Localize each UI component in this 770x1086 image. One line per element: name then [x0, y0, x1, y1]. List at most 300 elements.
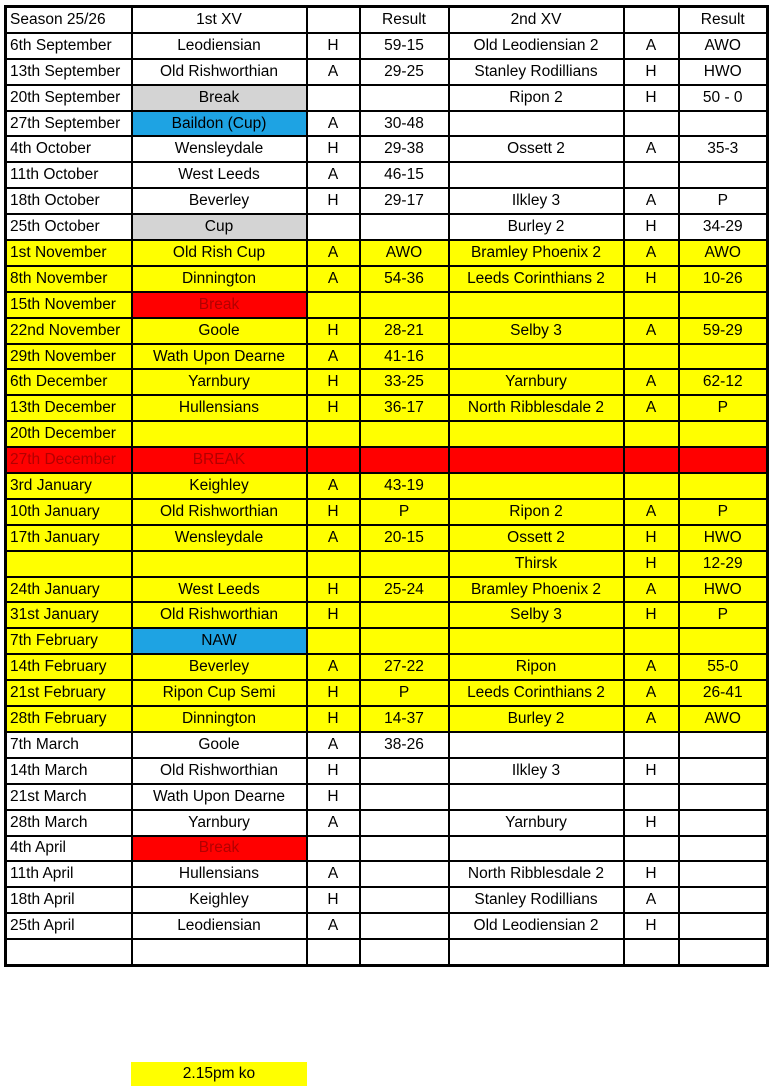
- fixture-first-xv-result: 14-37: [360, 706, 449, 732]
- fixture-row: [6, 861, 768, 887]
- fixture-first-xv-result: 41-16: [360, 344, 449, 370]
- fixture-first-xv-opponent: [132, 421, 307, 447]
- fixture-first-xv-result: [360, 913, 449, 939]
- fixture-second-xv-opponent: [449, 344, 624, 370]
- fixture-second-xv-venue: H: [624, 602, 679, 628]
- fixture-first-xv-opponent: Keighley: [132, 887, 307, 913]
- fixture-second-xv-venue: [624, 836, 679, 862]
- fixture-first-xv-opponent: Ripon Cup Semi: [132, 680, 307, 706]
- fixture-second-xv-opponent: [449, 628, 624, 654]
- fixture-row: [6, 732, 768, 758]
- fixture-second-xv-venue: A: [624, 577, 679, 603]
- fixture-first-xv-result: [360, 939, 449, 965]
- fixture-second-xv-result: [679, 111, 768, 137]
- fixture-row: [6, 33, 768, 59]
- fixture-second-xv-venue: [624, 447, 679, 473]
- fixture-second-xv-result: P: [679, 602, 768, 628]
- fixture-second-xv-result: 12-29: [679, 551, 768, 577]
- fixture-date: 6th September: [6, 33, 132, 59]
- fixture-second-xv-result: [679, 758, 768, 784]
- fixture-date: 21st February: [6, 680, 132, 706]
- fixture-second-xv-venue: [624, 421, 679, 447]
- fixture-date: 10th January: [6, 499, 132, 525]
- fixture-first-xv-opponent: West Leeds: [132, 162, 307, 188]
- fixture-second-xv-result: 50 - 0: [679, 85, 768, 111]
- fixture-first-xv-opponent: Break: [132, 85, 307, 111]
- fixture-row: [6, 162, 768, 188]
- fixture-first-xv-opponent: Dinnington: [132, 706, 307, 732]
- fixture-second-xv-result: 62-12: [679, 369, 768, 395]
- fixture-first-xv-venue: H: [307, 188, 360, 214]
- fixture-first-xv-opponent: Hullensians: [132, 861, 307, 887]
- fixture-first-xv-opponent: Yarnbury: [132, 369, 307, 395]
- fixture-first-xv-opponent: Keighley: [132, 473, 307, 499]
- fixture-second-xv-result: P: [679, 395, 768, 421]
- header-2nd-venue: [624, 7, 679, 33]
- fixture-first-xv-result: 30-48: [360, 111, 449, 137]
- fixture-date: 7th February: [6, 628, 132, 654]
- fixture-second-xv-opponent: Ilkley 3: [449, 758, 624, 784]
- fixture-row: [6, 939, 768, 965]
- fixture-first-xv-opponent: Leodiensian: [132, 33, 307, 59]
- fixture-first-xv-result: P: [360, 499, 449, 525]
- fixture-date: 25th October: [6, 214, 132, 240]
- fixture-first-xv-result: AWO: [360, 240, 449, 266]
- fixture-row: [6, 447, 768, 473]
- fixture-second-xv-opponent: Ripon 2: [449, 85, 624, 111]
- fixture-second-xv-result: [679, 887, 768, 913]
- fixture-second-xv-venue: A: [624, 654, 679, 680]
- fixture-second-xv-opponent: Ossett 2: [449, 525, 624, 551]
- fixture-row: [6, 551, 768, 577]
- fixture-first-xv-result: [360, 447, 449, 473]
- fixture-date: 11th April: [6, 861, 132, 887]
- fixture-second-xv-result: AWO: [679, 706, 768, 732]
- fixture-second-xv-result: [679, 473, 768, 499]
- fixture-second-xv-result: HWO: [679, 577, 768, 603]
- fixture-first-xv-venue: A: [307, 473, 360, 499]
- fixture-second-xv-venue: H: [624, 913, 679, 939]
- fixture-first-xv-venue: [307, 628, 360, 654]
- fixture-first-xv-venue: [307, 85, 360, 111]
- fixture-first-xv-opponent: Old Rish Cup: [132, 240, 307, 266]
- fixture-second-xv-venue: [624, 344, 679, 370]
- fixture-first-xv-result: [360, 861, 449, 887]
- fixture-second-xv-opponent: Leeds Corinthians 2: [449, 266, 624, 292]
- fixture-first-xv-opponent: Cup: [132, 214, 307, 240]
- fixture-first-xv-venue: A: [307, 111, 360, 137]
- fixture-date: 18th October: [6, 188, 132, 214]
- fixture-row: [6, 810, 768, 836]
- fixture-second-xv-opponent: Leeds Corinthians 2: [449, 680, 624, 706]
- fixture-second-xv-result: AWO: [679, 240, 768, 266]
- fixture-date: 6th December: [6, 369, 132, 395]
- fixture-second-xv-opponent: Selby 3: [449, 602, 624, 628]
- fixture-second-xv-result: AWO: [679, 33, 768, 59]
- fixture-row: [6, 680, 768, 706]
- fixture-first-xv-result: [360, 85, 449, 111]
- fixture-second-xv-result: [679, 292, 768, 318]
- fixture-second-xv-opponent: Ripon: [449, 654, 624, 680]
- fixture-row: [6, 85, 768, 111]
- fixture-second-xv-opponent: Bramley Phoenix 2: [449, 577, 624, 603]
- fixture-second-xv-opponent: [449, 421, 624, 447]
- fixture-first-xv-venue: H: [307, 680, 360, 706]
- fixture-second-xv-venue: A: [624, 240, 679, 266]
- fixture-first-xv-result: [360, 887, 449, 913]
- fixture-second-xv-venue: A: [624, 499, 679, 525]
- fixture-first-xv-opponent: Goole: [132, 732, 307, 758]
- fixture-first-xv-venue: A: [307, 59, 360, 85]
- fixture-date: 25th April: [6, 913, 132, 939]
- fixture-second-xv-venue: [624, 473, 679, 499]
- fixture-second-xv-opponent: Ossett 2: [449, 136, 624, 162]
- fixture-first-xv-result: [360, 784, 449, 810]
- fixture-first-xv-venue: A: [307, 861, 360, 887]
- fixture-first-xv-venue: H: [307, 577, 360, 603]
- fixture-second-xv-venue: H: [624, 861, 679, 887]
- fixture-date: 28th February: [6, 706, 132, 732]
- fixture-first-xv-venue: A: [307, 240, 360, 266]
- fixture-first-xv-result: [360, 214, 449, 240]
- fixture-first-xv-opponent: Old Rishworthian: [132, 499, 307, 525]
- fixture-first-xv-result: [360, 602, 449, 628]
- fixture-first-xv-opponent: Wath Upon Dearne: [132, 784, 307, 810]
- fixture-first-xv-result: [360, 628, 449, 654]
- fixture-row: [6, 344, 768, 370]
- fixture-second-xv-result: HWO: [679, 59, 768, 85]
- fixture-first-xv-opponent: Wensleydale: [132, 136, 307, 162]
- fixture-second-xv-result: [679, 810, 768, 836]
- fixture-row: [6, 706, 768, 732]
- fixture-date: 31st January: [6, 602, 132, 628]
- fixture-second-xv-venue: H: [624, 59, 679, 85]
- fixture-first-xv-opponent: Baildon (Cup): [132, 111, 307, 137]
- fixture-second-xv-venue: A: [624, 369, 679, 395]
- fixture-row: [6, 654, 768, 680]
- fixture-date: 28th March: [6, 810, 132, 836]
- fixture-second-xv-venue: [624, 162, 679, 188]
- fixture-second-xv-venue: A: [624, 680, 679, 706]
- fixture-second-xv-opponent: [449, 732, 624, 758]
- fixture-first-xv-venue: A: [307, 344, 360, 370]
- kickoff-legend: [131, 1062, 307, 1086]
- fixture-first-xv-result: [360, 810, 449, 836]
- fixture-first-xv-opponent: NAW: [132, 628, 307, 654]
- fixture-first-xv-opponent: Dinnington: [132, 266, 307, 292]
- fixture-first-xv-venue: H: [307, 369, 360, 395]
- fixture-date: 17th January: [6, 525, 132, 551]
- fixture-first-xv-venue: H: [307, 758, 360, 784]
- fixture-date: 11th October: [6, 162, 132, 188]
- fixture-first-xv-opponent: Wath Upon Dearne: [132, 344, 307, 370]
- fixture-row: [6, 369, 768, 395]
- fixture-first-xv-opponent: Beverley: [132, 188, 307, 214]
- fixture-first-xv-opponent: Hullensians: [132, 395, 307, 421]
- fixture-second-xv-venue: [624, 732, 679, 758]
- fixture-date: 1st November: [6, 240, 132, 266]
- fixture-row: [6, 266, 768, 292]
- fixture-second-xv-venue: [624, 628, 679, 654]
- fixture-second-xv-opponent: Bramley Phoenix 2: [449, 240, 624, 266]
- fixture-date: 20th December: [6, 421, 132, 447]
- fixture-date: 18th April: [6, 887, 132, 913]
- fixture-first-xv-venue: H: [307, 318, 360, 344]
- fixture-first-xv-opponent: West Leeds: [132, 577, 307, 603]
- fixture-second-xv-result: [679, 162, 768, 188]
- fixture-first-xv-result: 27-22: [360, 654, 449, 680]
- fixture-first-xv-result: 38-26: [360, 732, 449, 758]
- fixture-row: [6, 784, 768, 810]
- fixture-first-xv-opponent: [132, 939, 307, 965]
- header-row: [6, 7, 768, 33]
- fixture-second-xv-venue: A: [624, 136, 679, 162]
- fixtures-table: [4, 5, 769, 967]
- fixture-second-xv-venue: [624, 784, 679, 810]
- fixture-second-xv-venue: H: [624, 85, 679, 111]
- fixture-first-xv-opponent: [132, 551, 307, 577]
- fixture-second-xv-venue: H: [624, 525, 679, 551]
- fixture-second-xv-opponent: Old Leodiensian 2: [449, 33, 624, 59]
- fixture-first-xv-venue: A: [307, 654, 360, 680]
- fixture-first-xv-venue: A: [307, 913, 360, 939]
- fixture-first-xv-result: 28-21: [360, 318, 449, 344]
- fixture-row: [6, 577, 768, 603]
- fixture-second-xv-opponent: Burley 2: [449, 214, 624, 240]
- fixture-date: 14th March: [6, 758, 132, 784]
- fixture-second-xv-opponent: Ilkley 3: [449, 188, 624, 214]
- fixture-second-xv-opponent: [449, 836, 624, 862]
- fixture-row: [6, 395, 768, 421]
- fixture-second-xv-venue: [624, 111, 679, 137]
- fixture-row: [6, 758, 768, 784]
- fixture-second-xv-result: [679, 421, 768, 447]
- fixture-first-xv-venue: H: [307, 499, 360, 525]
- fixture-first-xv-result: 25-24: [360, 577, 449, 603]
- fixture-second-xv-venue: A: [624, 887, 679, 913]
- fixture-date: 15th November: [6, 292, 132, 318]
- fixture-first-xv-venue: H: [307, 136, 360, 162]
- fixture-first-xv-opponent: Goole: [132, 318, 307, 344]
- fixture-second-xv-opponent: Selby 3: [449, 318, 624, 344]
- fixture-first-xv-venue: H: [307, 33, 360, 59]
- fixture-date: 4th April: [6, 836, 132, 862]
- fixture-second-xv-result: 10-26: [679, 266, 768, 292]
- fixture-first-xv-venue: H: [307, 784, 360, 810]
- fixture-first-xv-result: 43-19: [360, 473, 449, 499]
- fixture-second-xv-opponent: Ripon 2: [449, 499, 624, 525]
- fixture-first-xv-result: [360, 292, 449, 318]
- header-season: Season 25/26: [6, 7, 132, 33]
- fixture-first-xv-result: 29-25: [360, 59, 449, 85]
- fixture-second-xv-result: 34-29: [679, 214, 768, 240]
- fixture-second-xv-result: HWO: [679, 525, 768, 551]
- fixture-second-xv-result: [679, 836, 768, 862]
- fixture-first-xv-opponent: Leodiensian: [132, 913, 307, 939]
- fixture-first-xv-opponent: Old Rishworthian: [132, 59, 307, 85]
- fixture-first-xv-venue: [307, 551, 360, 577]
- fixture-first-xv-result: [360, 551, 449, 577]
- fixture-second-xv-result: P: [679, 499, 768, 525]
- fixture-second-xv-opponent: [449, 939, 624, 965]
- fixture-first-xv-opponent: BREAK: [132, 447, 307, 473]
- header-1st-result: Result: [360, 7, 449, 33]
- fixture-date: 3rd January: [6, 473, 132, 499]
- fixture-second-xv-opponent: Stanley Rodillians: [449, 59, 624, 85]
- fixture-second-xv-venue: H: [624, 266, 679, 292]
- fixture-second-xv-opponent: [449, 784, 624, 810]
- fixture-row: [6, 499, 768, 525]
- fixture-second-xv-opponent: North Ribblesdale 2: [449, 395, 624, 421]
- fixture-second-xv-venue: H: [624, 758, 679, 784]
- fixture-first-xv-venue: H: [307, 395, 360, 421]
- fixture-second-xv-result: [679, 628, 768, 654]
- fixture-date: 27th September: [6, 111, 132, 137]
- fixture-second-xv-opponent: Yarnbury: [449, 369, 624, 395]
- fixture-second-xv-result: [679, 732, 768, 758]
- fixture-row: [6, 59, 768, 85]
- fixture-second-xv-opponent: Burley 2: [449, 706, 624, 732]
- fixture-first-xv-result: [360, 421, 449, 447]
- fixture-first-xv-result: [360, 836, 449, 862]
- fixture-first-xv-venue: H: [307, 602, 360, 628]
- fixture-second-xv-opponent: [449, 292, 624, 318]
- fixture-second-xv-opponent: [449, 111, 624, 137]
- header-2nd-result: Result: [679, 7, 768, 33]
- fixture-first-xv-result: 46-15: [360, 162, 449, 188]
- fixture-row: [6, 602, 768, 628]
- fixture-first-xv-result: 20-15: [360, 525, 449, 551]
- fixture-second-xv-result: 59-29: [679, 318, 768, 344]
- fixture-first-xv-result: [360, 758, 449, 784]
- fixture-second-xv-result: [679, 913, 768, 939]
- header-2nd-xv: 2nd XV: [449, 7, 624, 33]
- fixture-second-xv-opponent: Stanley Rodillians: [449, 887, 624, 913]
- fixture-second-xv-result: 26-41: [679, 680, 768, 706]
- fixture-date: [6, 939, 132, 965]
- fixture-first-xv-venue: A: [307, 266, 360, 292]
- fixture-second-xv-venue: A: [624, 395, 679, 421]
- fixture-second-xv-opponent: [449, 162, 624, 188]
- fixture-first-xv-venue: H: [307, 887, 360, 913]
- header-1st-xv: 1st XV: [132, 7, 307, 33]
- fixture-date: 7th March: [6, 732, 132, 758]
- fixture-second-xv-opponent: [449, 447, 624, 473]
- fixture-first-xv-venue: A: [307, 810, 360, 836]
- fixture-first-xv-opponent: Break: [132, 292, 307, 318]
- fixture-row: [6, 525, 768, 551]
- fixture-second-xv-result: [679, 344, 768, 370]
- fixture-second-xv-venue: A: [624, 706, 679, 732]
- fixture-date: 27th December: [6, 447, 132, 473]
- fixture-first-xv-venue: H: [307, 706, 360, 732]
- fixture-date: 21st March: [6, 784, 132, 810]
- fixture-row: [6, 473, 768, 499]
- fixture-second-xv-result: [679, 861, 768, 887]
- fixture-second-xv-venue: A: [624, 188, 679, 214]
- fixture-second-xv-opponent: Thirsk: [449, 551, 624, 577]
- fixture-second-xv-result: P: [679, 188, 768, 214]
- fixture-second-xv-result: 55-0: [679, 654, 768, 680]
- fixture-first-xv-opponent: Yarnbury: [132, 810, 307, 836]
- fixture-first-xv-venue: [307, 836, 360, 862]
- fixture-second-xv-opponent: [449, 473, 624, 499]
- fixture-first-xv-venue: [307, 447, 360, 473]
- fixture-row: [6, 421, 768, 447]
- fixture-second-xv-result: [679, 784, 768, 810]
- fixture-row: [6, 836, 768, 862]
- fixture-row: [6, 292, 768, 318]
- fixture-date: 29th November: [6, 344, 132, 370]
- fixture-first-xv-opponent: Wensleydale: [132, 525, 307, 551]
- fixture-second-xv-venue: [624, 939, 679, 965]
- fixture-body: [6, 33, 768, 966]
- fixture-first-xv-venue: A: [307, 525, 360, 551]
- fixture-first-xv-opponent: Old Rishworthian: [132, 758, 307, 784]
- fixture-date: 4th October: [6, 136, 132, 162]
- fixture-second-xv-venue: A: [624, 318, 679, 344]
- fixture-first-xv-result: 33-25: [360, 369, 449, 395]
- fixture-second-xv-opponent: North Ribblesdale 2: [449, 861, 624, 887]
- fixture-date: 22nd November: [6, 318, 132, 344]
- fixture-first-xv-result: 36-17: [360, 395, 449, 421]
- fixture-first-xv-result: P: [360, 680, 449, 706]
- fixture-row: [6, 240, 768, 266]
- fixture-row: [6, 111, 768, 137]
- fixture-row: [6, 913, 768, 939]
- fixture-first-xv-venue: [307, 421, 360, 447]
- fixture-date: 20th September: [6, 85, 132, 111]
- fixture-date: 24th January: [6, 577, 132, 603]
- fixture-second-xv-venue: H: [624, 214, 679, 240]
- fixture-second-xv-opponent: Old Leodiensian 2: [449, 913, 624, 939]
- fixture-second-xv-venue: H: [624, 551, 679, 577]
- fixture-second-xv-result: [679, 939, 768, 965]
- fixture-date: 13th September: [6, 59, 132, 85]
- fixture-second-xv-venue: [624, 292, 679, 318]
- fixture-first-xv-venue: A: [307, 162, 360, 188]
- fixture-row: [6, 628, 768, 654]
- fixture-first-xv-venue: [307, 939, 360, 965]
- fixture-first-xv-result: 29-17: [360, 188, 449, 214]
- fixture-row: [6, 318, 768, 344]
- fixture-second-xv-result: [679, 447, 768, 473]
- fixture-first-xv-opponent: Beverley: [132, 654, 307, 680]
- fixture-date: 8th November: [6, 266, 132, 292]
- fixture-row: [6, 136, 768, 162]
- fixture-second-xv-result: 35-3: [679, 136, 768, 162]
- header-1st-venue: [307, 7, 360, 33]
- fixture-date: [6, 551, 132, 577]
- fixture-first-xv-venue: A: [307, 732, 360, 758]
- fixture-date: 14th February: [6, 654, 132, 680]
- fixture-second-xv-venue: A: [624, 33, 679, 59]
- fixture-first-xv-result: 54-36: [360, 266, 449, 292]
- fixture-second-xv-venue: H: [624, 810, 679, 836]
- fixture-row: [6, 214, 768, 240]
- legend-label: 2.15pm ko: [182, 1065, 256, 1082]
- fixture-date: 13th December: [6, 395, 132, 421]
- fixture-row: [6, 188, 768, 214]
- fixture-first-xv-venue: [307, 292, 360, 318]
- fixture-first-xv-venue: [307, 214, 360, 240]
- fixture-second-xv-opponent: Yarnbury: [449, 810, 624, 836]
- fixture-first-xv-result: 59-15: [360, 33, 449, 59]
- fixture-first-xv-opponent: Old Rishworthian: [132, 602, 307, 628]
- fixture-row: [6, 887, 768, 913]
- fixture-first-xv-result: 29-38: [360, 136, 449, 162]
- fixture-first-xv-opponent: Break: [132, 836, 307, 862]
